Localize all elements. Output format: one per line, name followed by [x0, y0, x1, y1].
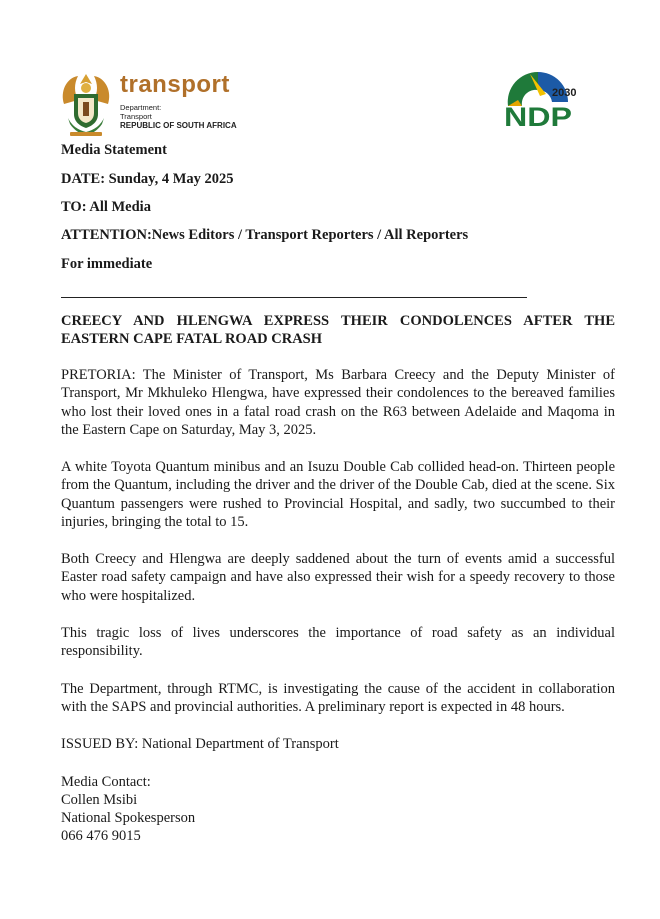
contact-name: Collen Msibi [61, 792, 138, 808]
statement-date: DATE: Sunday, 4 May 2025 [61, 171, 234, 187]
department-logo-line3: REPUBLIC OF SOUTH AFRICA [120, 121, 237, 130]
ndp-2030-logo [500, 62, 576, 132]
paragraph-1: PRETORIA: The Minister of Transport, Ms Barbara Creecy and the Deputy Minister of Transport, Mr Mkhuleko Hlengwa, have expressed their condolences to the bereaved families who lost their loved ones in a fatal road crash on the R63 between Adelaide and Maqoma in the Eastern Cape on Saturday, May 3, 2025. [61, 367, 615, 438]
statement-title: Media Statement [61, 142, 167, 158]
statement-attention: ATTENTION:News Editors / Transport Reporters / All Reporters [61, 227, 469, 243]
department-logo-line1: Department: [120, 103, 162, 112]
paragraph-5: The Department, through RTMC, is investigating the cause of the accident in collaboration with the SAPS and provincial authorities. A preliminary report is expected in 48 hours. [61, 681, 615, 716]
ndp-year: 2030 [552, 87, 576, 99]
headline: CREECY AND HLENGWA EXPRESS THEIR CONDOLENCES AFTER THE EASTERN CAPE FATAL ROAD CRASH [61, 313, 615, 347]
separator-line [61, 297, 527, 298]
ndp-text: NDP [504, 102, 572, 132]
issued-by: ISSUED BY: National Department of Transport [61, 736, 339, 752]
coat-of-arms-icon [58, 70, 114, 138]
statement-to: TO: All Media [61, 199, 151, 215]
paragraph-3: Both Creecy and Hlengwa are deeply saddened about the turn of events amid a successful Easter road safety campaign and have also expressed their wish for a speedy recovery to those who were hospitalized. [61, 551, 615, 604]
contact-role: National Spokesperson [61, 810, 196, 826]
statement-release: For immediate [61, 256, 153, 272]
department-logo-text [120, 72, 237, 130]
paragraph-4: This tragic loss of lives underscores the importance of road safety as an individual responsibility. [61, 625, 615, 660]
contact-phone: 066 476 9015 [61, 828, 141, 844]
department-logo-line2: Transport [120, 112, 152, 121]
media-contact-label: Media Contact: [61, 774, 151, 790]
department-logo-name: transport [120, 71, 230, 98]
department-of-transport-logo [58, 70, 238, 140]
paragraph-2: A white Toyota Quantum minibus and an Isuzu Double Cab collided head-on. Thirteen people from the Quantum, including the driver and the driver of the Double Cab, died at the scene. Six Quantum passengers were rushed to Provincial Hospital, and sadly, two succumbed to their injuries, bringing the total to 15. [61, 459, 615, 530]
